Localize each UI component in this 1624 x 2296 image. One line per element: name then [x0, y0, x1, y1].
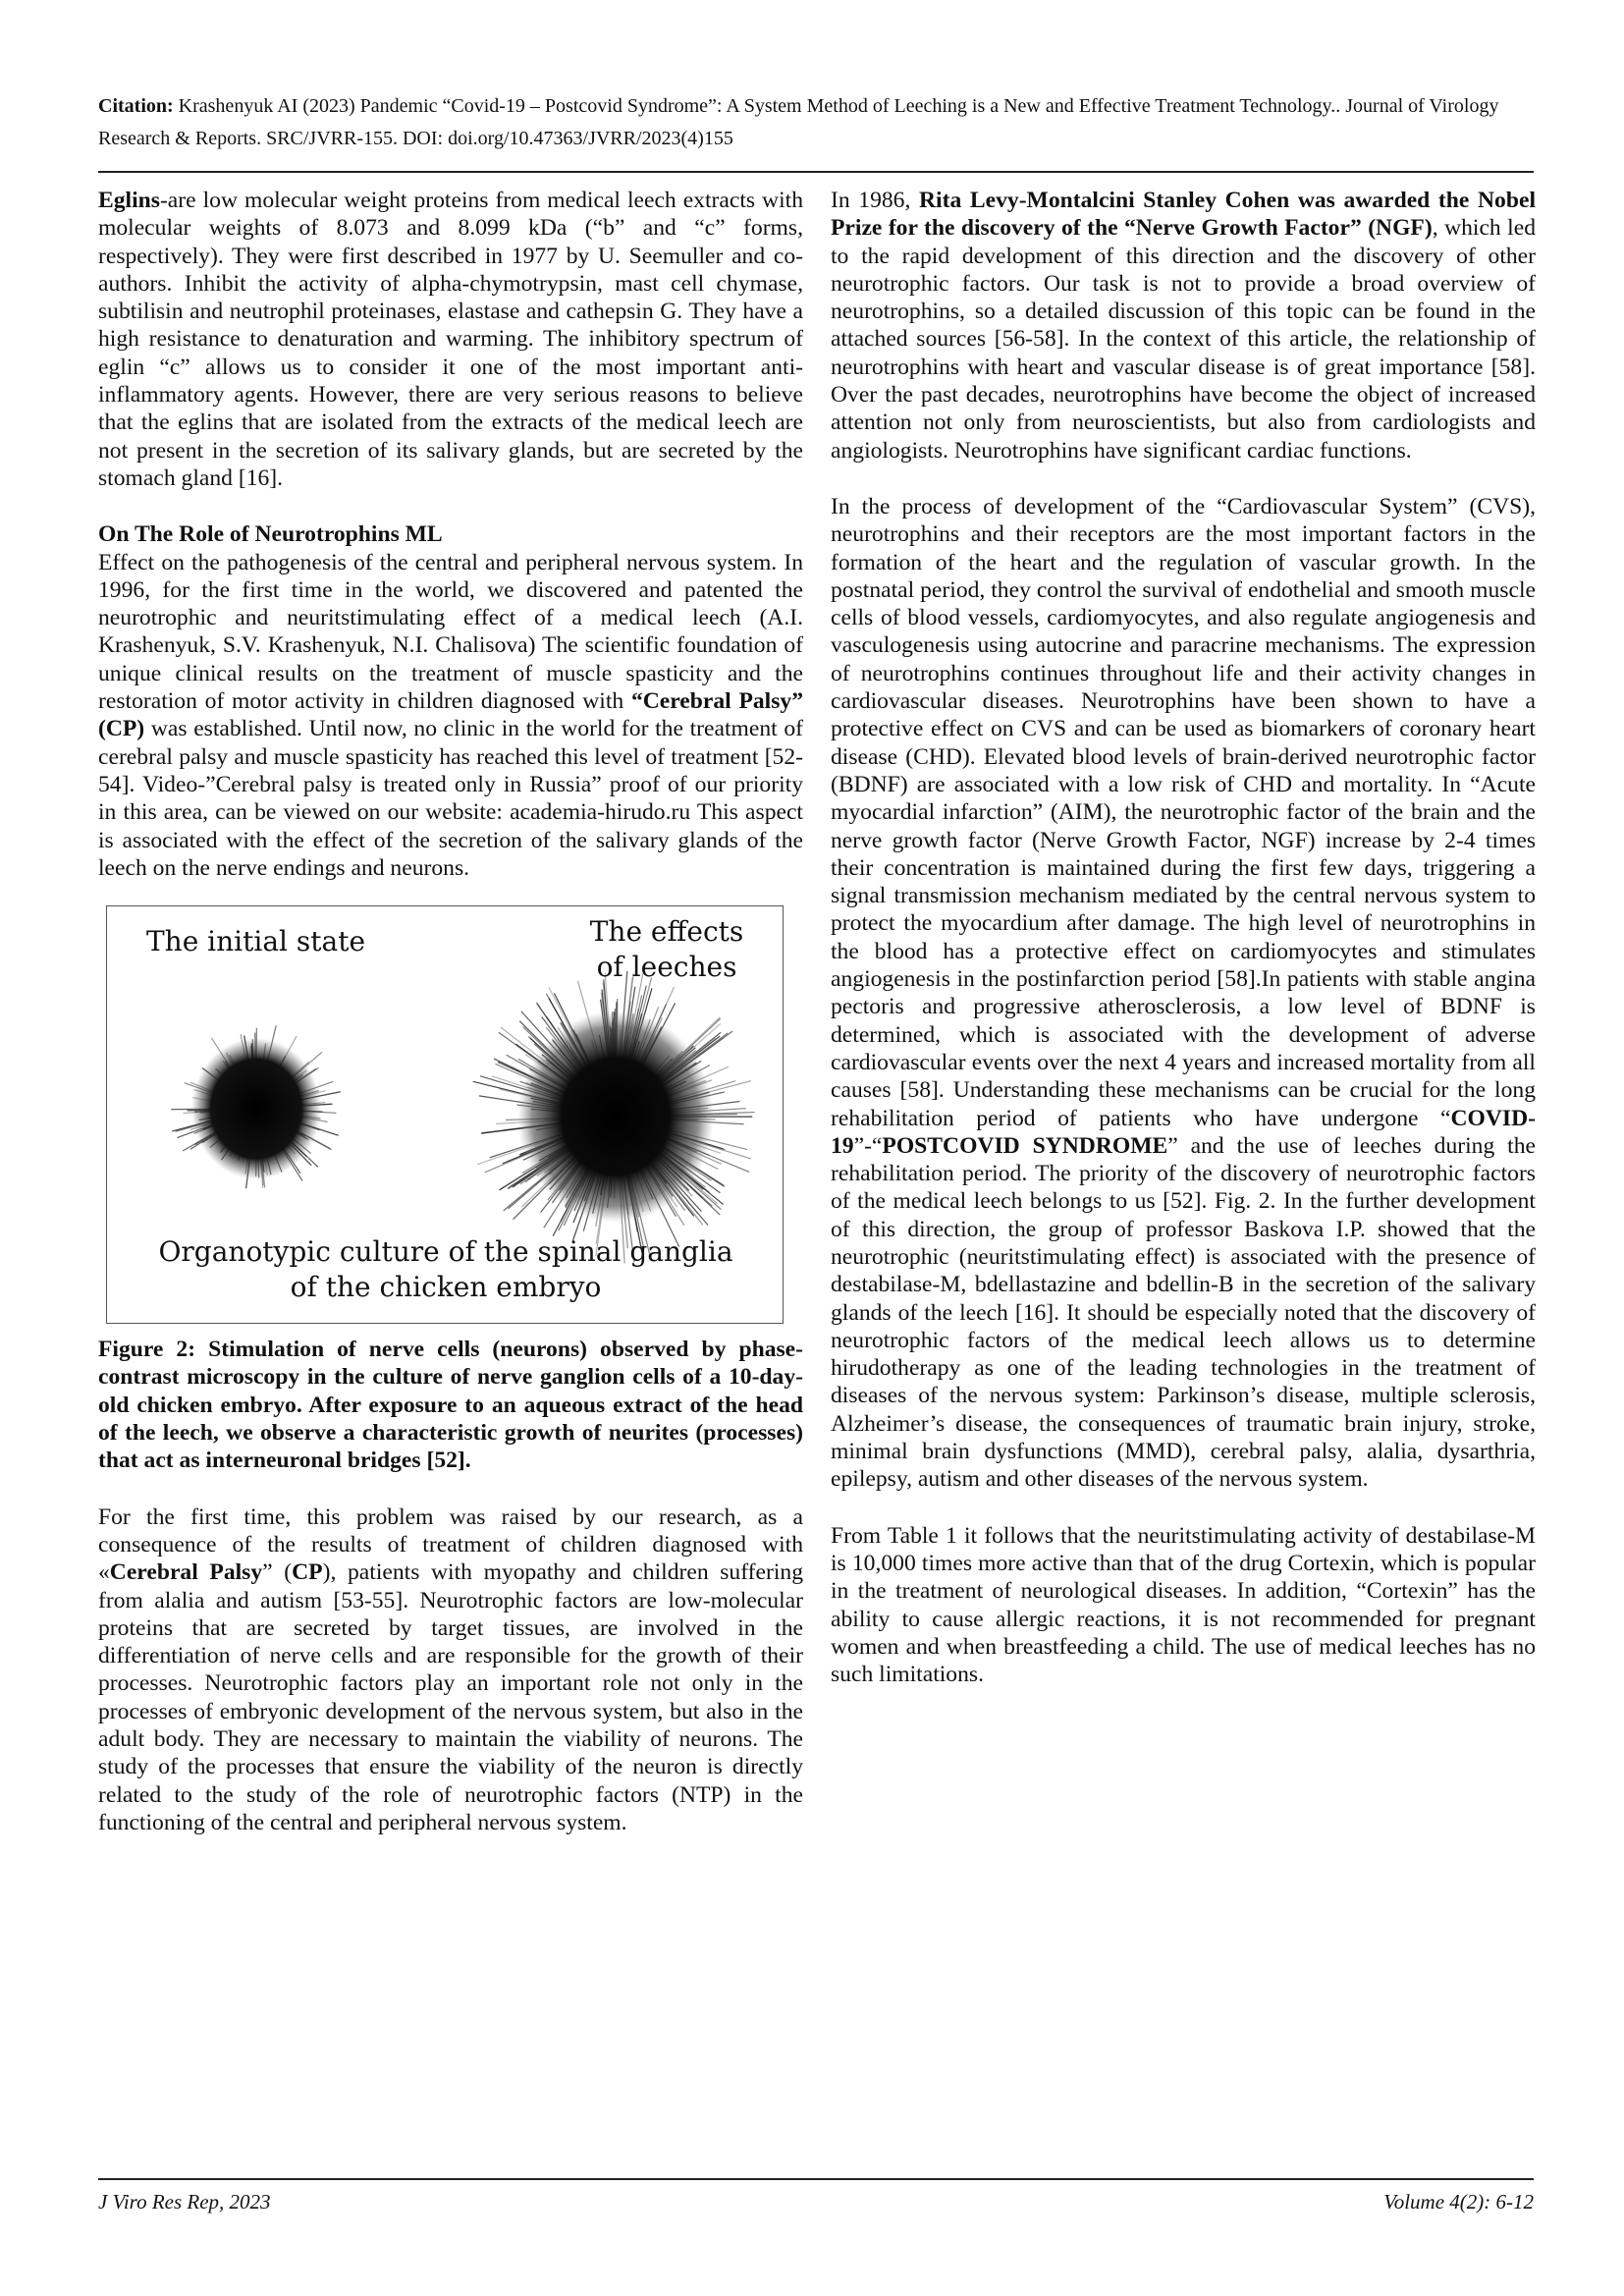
footer-journal: J Viro Res Rep, 2023	[98, 2190, 271, 2214]
nobel-text-a: In 1986,	[831, 188, 920, 213]
figure-inner-caption-line1: Organotypic culture of the spinal ganglia	[158, 1235, 733, 1269]
citation-label: Citation:	[98, 95, 174, 117]
cvs-text-c: ” and the use of leeches during the rehabilitation period. The priority of the discovery of neurotrophic factors of the medical leech belongs to us [52]. Fig. 2. In the further development of this direction, the group of professor Baskova I.P. showed that the neurotrophic (neuritstimulating effect) is associated with the presence of destabilase-M, bdellastazine and bdellin-B in the secretion of the salivary glands of the leech [16]. It should be especially noted that the discovery of neurotrophic factors of the medical leech allows us to determine hirudotherapy as one of the leading technologies in the treatment of diseases of the nervous system: Parkinson’s disease, multiple sclerosis, Alzheimer’s disease, the consequences of traumatic brain injury, stroke, minimal brain dysfunctions (MMD), cerebral palsy, alalia, dysarthria, epilepsy, autism and other diseases of the nervous system.	[831, 1132, 1536, 1493]
first-time-text-c: ), patients with myopathy and children suffering from alalia and autism [53-55]. Neurotrophic factors are low-molecular proteins that are secreted by target tissues, are involved in the differentiation of nerve cells and are responsible for the growth of their processes. Neurotrophic factors play an important role not only in the processes of embryonic development of the nervous system, but also in the adult body. They are necessary to maintain the viability of neurons. The study of the processes that ensure the viability of the neuron is directly related to the study of the role of neurotrophic factors (NTP) in the functioning of the central and peripheral nervous system.	[98, 1559, 803, 1835]
nobel-text-b: , which led to the rapid development of this direction and the discovery of other neurotrophic factors. Our task is not to provide a broad overview of neurotrophins, so a detailed discussion of this topic can be found in the attached sources [56-58]. In the context of this article, the relationship of neurotrophins with heart and vascular disease is of great importance [58]. Over the past decades, neurotrophins have become the object of increased attention not only from neuroscientists, but also from cardiologists and angiologists. Neurotrophins have significant cardiac functions.	[831, 215, 1536, 464]
right-column	[831, 187, 1536, 1688]
first-time-text-a: For the first time, this problem was raised by our research, as a consequence of the results of treatment of children diagnosed with «	[98, 1503, 803, 1586]
cp-bold: CP	[292, 1559, 323, 1586]
initial-ganglion-blob	[191, 1038, 321, 1179]
figure-label-initial: The initial state	[146, 925, 366, 958]
covid-bold: COVID-19	[831, 1105, 1536, 1159]
nobel-paragraph	[831, 187, 1536, 465]
eglins-term: Eglins	[98, 188, 160, 213]
figure-label-effects	[568, 914, 765, 985]
eglins-text: -are low molecular weight proteins from medical leech extracts with molecular weights of 8.073 and 8.099 kDa (“b” and “c” forms, respectively). They were first described in 1977 by U. Seemuller and co-authors. Inhibit the activity of alpha-chymotrypsin, mast cell chymase, subtilisin and neutrophil proteinases, elastase and cathepsin G. They have a high resistance to denaturation and warming. The inhibitory spectrum of eglin “c” allows us to consider it one of the most important anti-inflammatory agents. However, there are very serious reasons to believe that the eglins that are isolated from the extracts of the medical leech are not present in the secretion of its salivary glands, but are secreted by the stomach gland [16].	[98, 188, 803, 491]
figure-inner-caption	[146, 1234, 745, 1305]
figure-2-image	[106, 905, 784, 1324]
section-heading: On The Role of Neurotrophins ML	[98, 521, 443, 548]
nobel-bold: Rita Levy-Montalcini Stanley Cohen was awarded the Nobel Prize for the discovery of the “Nerve Growth Factor” (NGF)	[831, 188, 1536, 242]
figure-inner-caption-line2: of the chicken embryo	[290, 1271, 602, 1304]
cerebral-palsy-bold: Cerebral Palsy	[109, 1559, 263, 1586]
header-rule	[98, 171, 1534, 173]
figure-label-effects-line2: of leeches	[596, 951, 737, 984]
postcovid-bold: POSTCOVID SYNDROME	[882, 1132, 1168, 1159]
cerebral-palsy-term: “Cerebral Palsy” (CP)	[98, 688, 803, 742]
cvs-text-a: In the process of development of the “Cardiovascular System” (CVS), neurotrophins and their receptors are the most important factors in the formation of the heart and the regulation of vascular growth. In the postnatal period, they control the survival of endothelial and smooth muscle cells of blood vessels, cardiomyocytes, and also regulate angiogenesis and vasculogenesis using autocrine and paracrine mechanisms. The expression of neurotrophins continues throughout life and their activity changes in cardiovascular diseases. Neurotrophins have been shown to have a protective effect on CVS and can be used as biomarkers of coronary heart disease (CHD). Elevated blood levels of brain-derived neurotrophic factor (BDNF) are associated with a low risk of CHD and mortality. In “Acute myocardial infarction” (AIM), the neurotrophic factor of the brain and the nerve growth factor (Nerve Growth Factor, NGF) increase by 2-4 times their concentration is maintained during the first few days, triggering a signal transmission mechanism mediated by the central nervous system to protect the myocardium after damage. The high level of neurotrophins in the blood has a protective effect on cardiomyocytes and stimulates angiogenesis in the postinfarction period [58].In patients with stable angina pectoris and progressive atherosclerosis, a low level of BDNF is determined, which is associated with the development of adverse cardiovascular events over the next 4 years and increased mortality from all causes [58]. Understanding these mechanisms can be crucial for the long rehabilitation period of patients who have undergone “	[831, 493, 1536, 1131]
neurotrophins-paragraph	[98, 549, 803, 883]
first-time-paragraph	[98, 1503, 803, 1837]
table1-paragraph: From Table 1 it follows that the neuritstimulating activity of destabilase-M is 10,000 times more active than that of the drug Cortexin, which is popular in the treatment of neurological diseases. In addition, “Cortexin” has the ability to cause allergic reactions, it is not recommended for pregnant women and when breastfeeding a child. The use of medical leeches has no such limitations.	[831, 1522, 1536, 1688]
left-column	[98, 187, 803, 1836]
figure-label-effects-line1: The effects	[589, 915, 744, 949]
cvs-paragraph	[831, 493, 1536, 1494]
footer-rule	[98, 2178, 1534, 2180]
cvs-text-b: ”-“	[853, 1132, 883, 1159]
eglins-paragraph	[98, 187, 803, 492]
treated-ganglion-blob	[517, 1011, 714, 1223]
neurotrophins-text-a: Effect on the pathogenesis of the central and peripheral nervous system. In 1996, for the first time in the world, we discovered and patented the neurotrophic and neuritstimulating effect of a medical leech (A.I. Krashenyuk, S.V. Krashenyuk, N.I. Chalisova) The scientific foundation of unique clinical results on the treatment of muscle spasticity and the restoration of motor activity in children diagnosed with	[98, 549, 803, 715]
neurotrophins-text-b: was established. Until now, no clinic in the world for the treatment of cerebral palsy and muscle spasticity has reached this level of treatment [52-54]. Video-”Cerebral palsy is treated only in Russia” proof of our priority in this area, can be viewed on our website: academia-hirudo.ru This aspect is associated with the effect of the secretion of the salivary glands of the leech on the nerve endings and neurons.	[98, 716, 803, 881]
citation-header	[98, 90, 1532, 155]
first-time-text-b: ” (	[262, 1559, 293, 1586]
citation-text: Krashenyuk AI (2023) Pandemic “Covid-19 – Postcovid Syndrome”: A System Method of Leeching is a New and Effective Treatment Technology.. Journal of Virology Research & Reports. SRC/JVRR-155. DOI: doi.org/10.47363/JVRR/2023(4)155	[98, 95, 1499, 149]
figure-caption: Figure 2: Stimulation of nerve cells (neurons) observed by phase-contrast microscopy in the culture of nerve ganglion cells of a 10-day-old chicken embryo. After exposure to an aqueous extract of the head of the leech, we observe a characteristic growth of neurites (processes) that act as interneuronal bridges [52].	[98, 1337, 803, 1474]
footer-volume: Volume 4(2): 6-12	[1383, 2190, 1534, 2214]
